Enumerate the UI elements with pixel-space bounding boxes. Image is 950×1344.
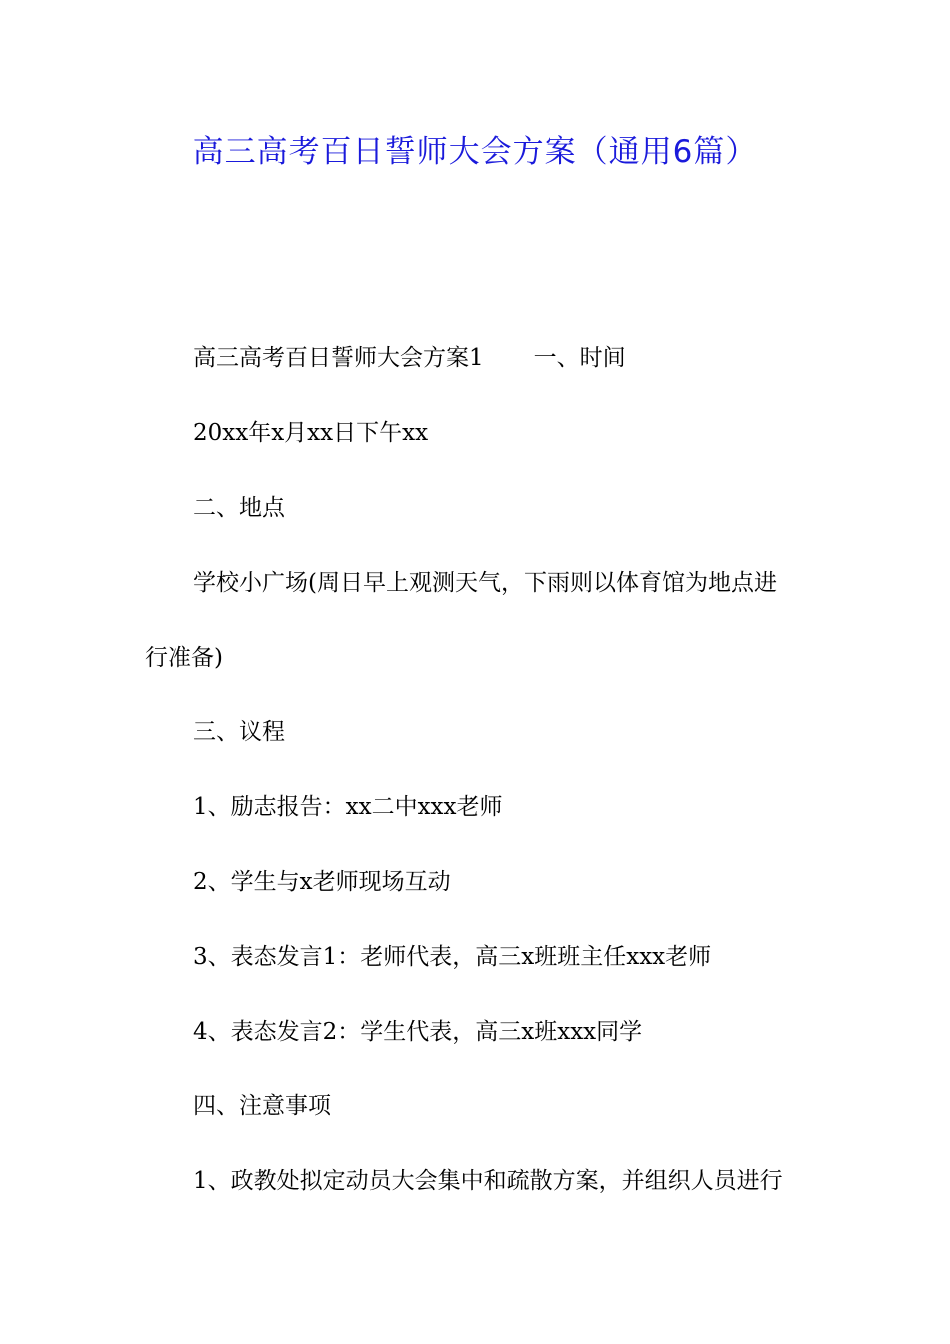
document-title: 高三高考百日誓师大会方案（通用6篇） [192, 134, 758, 170]
plan-subtitle: 高三高考百日誓师大会方案1 [193, 345, 484, 371]
heading-location: 二、地点 [193, 495, 285, 521]
agenda-item-2: 2、学生与x老师现场互动 [193, 869, 451, 895]
notes-item-1: 1、政教处拟定动员大会集中和疏散方案，并组织人员进行 [193, 1168, 783, 1194]
agenda-item-4: 4、表态发言2：学生代表，高三x班xxx同学 [193, 1019, 643, 1045]
location-value: 学校小广场(周日早上观测天气，下雨则以体育馆为地点进 [193, 570, 777, 596]
agenda-item-1: 1、励志报告：xx二中xxx老师 [193, 794, 503, 820]
section-heading-time-line [193, 341, 873, 375]
heading-notes: 四、注意事项 [193, 1093, 331, 1119]
location-value-continued: 行准备) [145, 645, 223, 671]
time-value: 20xx年x月xx日下午xx [193, 420, 429, 446]
heading-agenda: 三、议程 [193, 719, 285, 745]
agenda-item-3: 3、表态发言1：老师代表，高三x班班主任xxx老师 [193, 944, 712, 970]
heading-time: 一、时间 [533, 345, 626, 371]
